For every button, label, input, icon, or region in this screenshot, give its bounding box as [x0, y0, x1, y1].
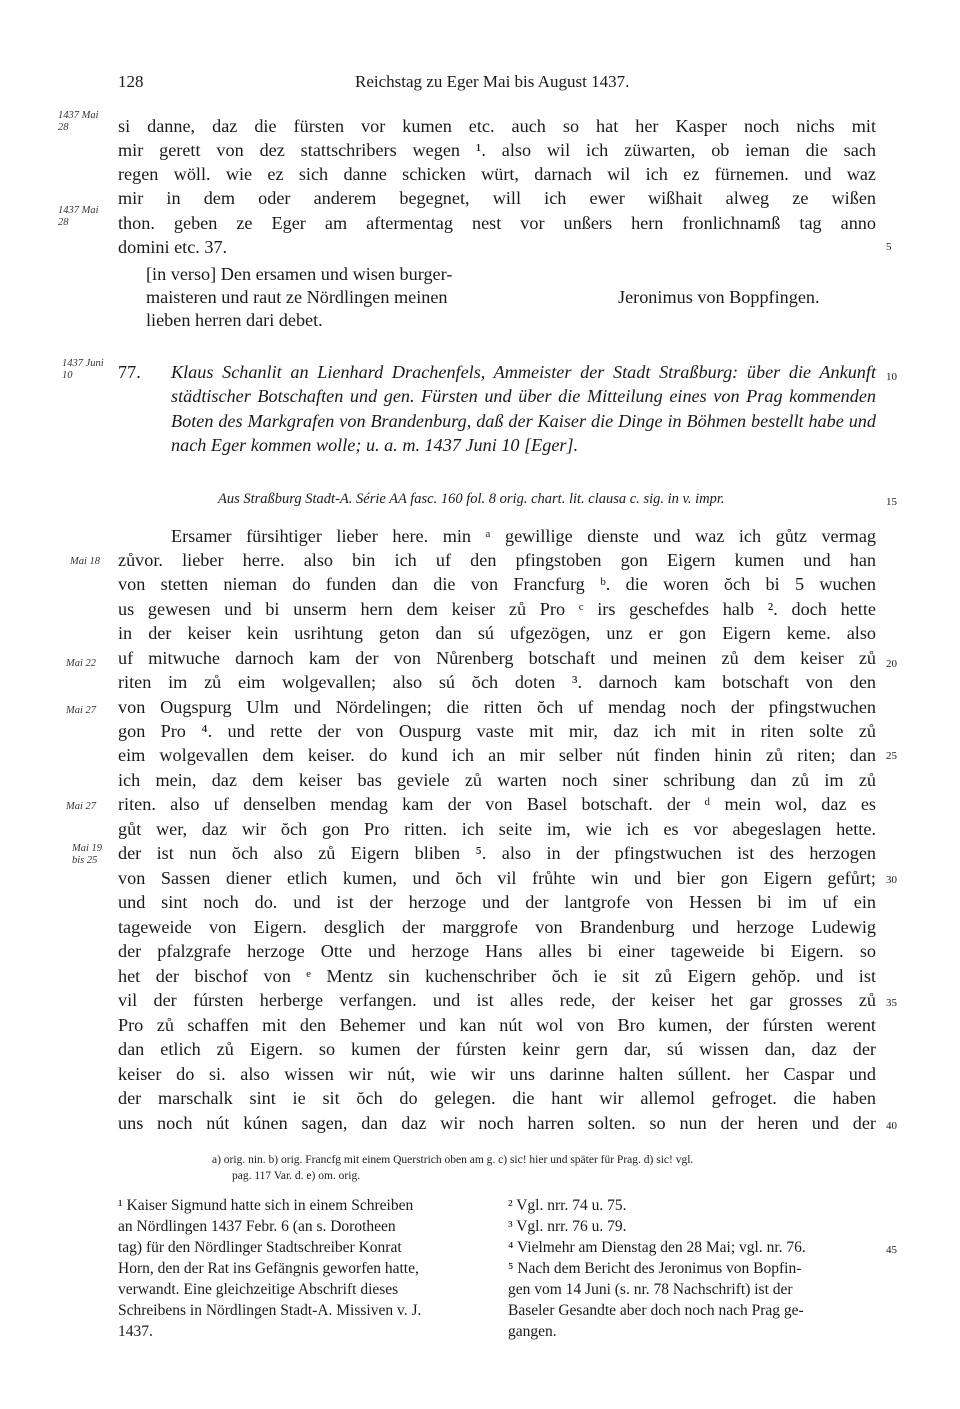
margin-date: 1437 Mai 28: [58, 205, 99, 228]
footnote-line: ¹ Kaiser Sigmund hatte sich in einem Schreiben: [118, 1197, 414, 1214]
regest-heading: Klaus Schanlit an Lienhard Drachenfels, Ammeister der Stadt Straßburg: über die Ankunft städtischer Botschaften und gen. Fürsten und über die Mitteilung eines von Prag kommenden Boten des Markgrafen von Brandenburg, daß der Kaiser die Dinge in Böhmen bestellt habe und nach Eger kommen wolle; u. a. m. 1437 Juni 10 [Eger].: [171, 362, 876, 456]
text-line: und sint noch do. und ist der herzoge und der lantgrofe von Hessen bi im uf ein: [118, 892, 876, 912]
footnote-line: gen vom 14 Juni (s. nr. 78 Nachschrift) ist der: [508, 1281, 793, 1298]
text-line: vil der fúrsten herberge verfangen. und ist alles rede, der keiser het gar grosses zů: [118, 990, 876, 1010]
line-number: 30: [886, 874, 897, 886]
running-title: Reichstag zu Eger Mai bis August 1437.: [355, 72, 630, 91]
text-line: dan etlich zů Eigern. so kumen der fúrsten keinr gern dar, sú wissen dan, daz der: [118, 1039, 876, 1059]
text-line: domini etc. 37.: [118, 237, 228, 257]
text-line: tageweide von Eigern. desglich der marggrofe von Brandenburg und herzoge Ludewig: [118, 917, 876, 937]
text-line: uns noch nút kúnen sagen, dan daz wir noch harren solten. so nun der heren und der: [118, 1113, 876, 1133]
text-line: von Ougspurg Ulm und Nördelingen; die ritten ŏch uf mendag noch der pfingstwuchen: [118, 697, 876, 717]
document-number: 77.: [118, 362, 141, 382]
line-number: 5: [886, 241, 892, 253]
text-line: der marschalk sint ie sit ŏch do gelegen. die hant wir allemol gefroget. die haben: [118, 1088, 876, 1108]
margin-date: Mai 27: [66, 801, 97, 812]
footnote-line: 1437.: [118, 1323, 153, 1340]
margin-date: Mai 27: [66, 705, 97, 716]
footnote-line: Horn, den der Rat ins Gefängnis geworfen hatte,: [118, 1260, 419, 1277]
address-line: [in verso] Den ersamen und wisen burger-: [146, 264, 453, 284]
line-number: 45: [886, 1244, 897, 1256]
line-number: 40: [886, 1120, 897, 1132]
footnote-line: ⁵ Nach dem Bericht des Jeronimus von Bopfin-: [508, 1260, 802, 1277]
text-line: der ist nun ŏch also zů Eigern bliben ⁵. also in der pfingstwuchen ist des herzogen: [118, 843, 876, 863]
margin-date: Mai 22: [66, 658, 97, 669]
source-note: Aus Straßburg Stadt-A. Série AA fasc. 160 fol. 8 orig. chart. lit. clausa c. sig. in v. impr.: [218, 491, 725, 507]
signature: Jeronimus von Boppfingen.: [618, 287, 820, 307]
text-line: si danne, daz die fürsten vor kumen etc. auch so hat her Kasper noch nichs mit: [118, 116, 876, 136]
footnotes-left: [118, 1195, 482, 1342]
footnote-line: Baseler Gesandte aber doch noch nach Prag ge-: [508, 1302, 804, 1319]
text-line: ich mein, daz dem keiser bas geviele zů warten noch siner schribung dan zů im zů: [118, 770, 876, 790]
address-line: lieben herren dari debet.: [146, 310, 323, 330]
footnote-line: an Nördlingen 1437 Febr. 6 (an s. Dorotheen: [118, 1218, 396, 1235]
margin-date: 1437 Juni 10: [62, 358, 104, 381]
text-line: Ersamer fürsihtiger lieber here. min ᵃ gewillige dienste und waz ich gůtz vermag: [171, 526, 876, 546]
text-line: von stetten nieman do funden dan die von Francfurg ᵇ. die woren ŏch bi 5 wuchen: [118, 574, 876, 594]
apparatus-line: a) orig. nin. b) orig. Francfg mit einem Querstrich oben am g. c) sic! hier und später für Prag. d) sic! vgl.: [212, 1154, 694, 1166]
text-line: in der keiser kein usrihtung geton dan sú ufgezögen, unz er gon Eigern keme. also: [118, 623, 876, 643]
text-line: mir in dem oder anderem begegnet, will ich ewer wißhait alweg ze wißen: [118, 188, 876, 208]
footnote-line: ³ Vgl. nrr. 76 u. 79.: [508, 1218, 627, 1235]
text-line: gůt wer, daz wir ŏch gon Pro ritten. ich seite im, wie ich es vor abegeslagen hette.: [118, 819, 876, 839]
text-line: eim wolgevallen dem keiser. do kund ich an mir selber nút finden hinin zů riten; dan: [118, 745, 876, 765]
text-line: der pfalzgrafe herzoge Otte und herzoge Hans alles bi einer tageweide bi Eigern. so: [118, 941, 876, 961]
address-block: [146, 263, 452, 332]
text-line: von Sassen diener etlich kumen, und ŏch vil frůhte win und bier gon Eigern gefůrt;: [118, 868, 876, 888]
line-number: 25: [886, 750, 897, 762]
text-line: mir gerett von dez stattschribers wegen ¹. also wil ich züwarten, ob ieman die sach: [118, 140, 876, 160]
text-line: Pro zů schaffen mit den Behemer und kan nút wol von Bro kumen, der fúrsten werent: [118, 1015, 876, 1035]
text-line: keiser do si. also wissen wir nút, wie wir uns darinne halten súllent. her Caspar und: [118, 1064, 876, 1084]
apparatus-line: pag. 117 Var. d. e) om. orig.: [232, 1170, 361, 1182]
text-line: het der bischof von ᵉ Mentz sin kuchenschriber ŏch ie sit zů Eigern gehŏp. und ist: [118, 966, 876, 986]
margin-date: 1437 Mai 28: [58, 110, 99, 133]
text-line: riten. also uf denselben mendag kam der von Basel botschaft. der ᵈ mein wol, daz es: [118, 794, 876, 814]
footnote-line: ² Vgl. nrr. 74 u. 75.: [508, 1197, 627, 1214]
line-number: 10: [886, 371, 897, 383]
line-number: 15: [886, 496, 897, 508]
footnote-line: ⁴ Vielmehr am Dienstag den 28 Mai; vgl. nr. 76.: [508, 1239, 806, 1256]
line-number: 20: [886, 658, 897, 670]
text-line: us gewesen und bi unserm hern dem keiser zů Pro ᶜ irs geschefdes halb ². doch hette: [118, 599, 876, 619]
line-number: 35: [886, 997, 897, 1009]
footnotes-right: [508, 1195, 880, 1342]
address-line: maisteren und raut ze Nördlingen meinen: [146, 287, 448, 307]
footnote-line: verwandt. Eine gleichzeitige Abschrift dieses: [118, 1281, 399, 1298]
text-line: uf mitwuche darnoch kam der von Nůrenberg botschaft und meinen zů dem keiser zů: [118, 648, 876, 668]
margin-date: Mai 19 bis 25: [72, 843, 103, 866]
page-number: 128: [118, 72, 144, 91]
text-line: zůvor. lieber herre. also bin ich uf den pfingstoben gon Eigern kumen und han: [118, 550, 876, 570]
text-line: thon. geben ze Eger am aftermentag nest vor unßers hern fronlichnamß tag anno: [118, 213, 876, 233]
footnote-line: Schreibens in Nördlingen Stadt-A. Missiven v. J.: [118, 1302, 422, 1319]
margin-date: Mai 18: [70, 556, 101, 567]
text-line: riten im zů eim wolgevallen; also sú ŏch doten ³. darnoch kam botschaft von den: [118, 672, 876, 692]
text-line: gon Pro ⁴. und rette der von Ouspurg vaste mit mir, daz ich mit in riten solte zů: [118, 721, 876, 741]
text-line: regen wöll. wie ez sich danne schicken würt, darnach wil ich ez fürnemen. und waz: [118, 164, 876, 184]
footnote-line: tag) für den Nördlinger Stadtschreiber Konrat: [118, 1239, 402, 1256]
footnote-line: gangen.: [508, 1323, 557, 1340]
